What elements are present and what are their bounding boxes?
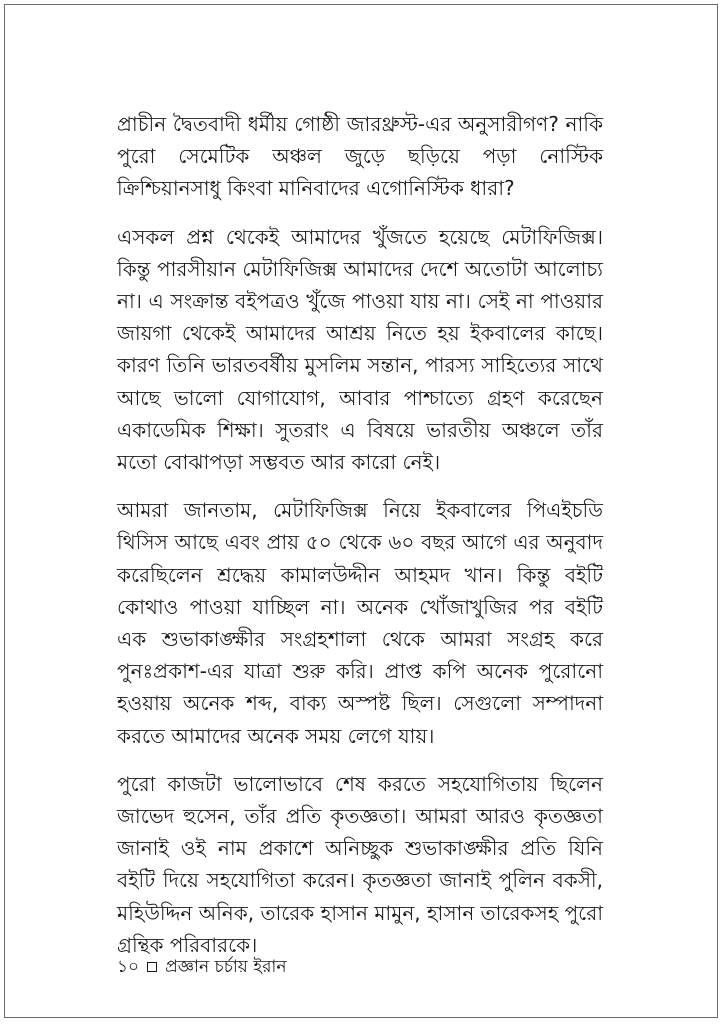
running-book-title: প্রজ্ঞান চর্চায় ইরান [165, 957, 287, 977]
paragraph-1: প্রাচীন দ্বৈতবাদী ধর্মীয় গোষ্ঠী জারথ্রুস্ট-এর অনুসারীগণ? নাকি পুরো সেমেটিক অঞ্চল জুড়ে ছড়িয়ে পড়া নোস্টিক ক্রিশ্চিয়ানসাধু কিংবা মানিবাদের এগোনিস্টিক ধারা? [117, 112, 603, 201]
page-body [117, 108, 603, 961]
square-outline-icon [147, 962, 157, 972]
paragraph-3: আমরা জানতাম, মেটাফিজিক্স নিয়ে ইকবালের পিএইচডি থিসিস আছে এবং প্রায় ৫০ থেকে ৬০ বছর আগে এর অনুবাদ করেছিলেন শ্রদ্ধেয় কামালউদ্দীন আহমদ খান। কিন্তু বইটি কোথাও পাওয়া যাচ্ছিল না। অনেক খোঁজাখুজির পর বইটি এক শুভাকাঙ্ক্ষীর সংগ্রহশালা থেকে আমরা সংগ্রহ করে পুনঃপ্রকাশ-এর যাত্রা শুরু করি। প্রাপ্ত কপি অনেক পুরোনো হওয়ায় অনেক শব্দ, বাক্য অস্পষ্ট ছিল। সেগুলো সম্পাদনা করতে আমাদের অনেক সময় লেগে যায়। [117, 498, 603, 748]
page-number: ১০ [117, 957, 140, 977]
paragraph-4: পুরো কাজটা ভালোভাবে শেষ করতে সহযোগিতায় ছিলেন জাভেদ হুসেন, তাঁর প্রতি কৃতজ্ঞতা। আমরা আরও কৃতজ্ঞতা জানাই ওই নাম প্রকাশে অনিচ্ছুক শুভাকাঙ্ক্ষীর প্রতি যিনি বইটি দিয়ে সহযোগিতা করেন। কৃতজ্ঞতা জানাই পুলিন বকসী, মহিউদ্দিন অনিক, তারেক হাসান মামুন, হাসান তারেকসহ পুরো গ্রন্থিক পরিবারকে। [117, 771, 603, 957]
paragraph-2: এসকল প্রশ্ন থেকেই আমাদের খুঁজতে হয়েছে মেটাফিজিক্স। কিন্তু পারসীয়ান মেটাফিজিক্স আমাদের দেশে অতোটা আলোচ্য না। এ সংক্রান্ত বইপত্রও খুঁজে পাওয়া যায় না। সেই না পাওয়ার জায়গা থেকেই আমাদের আশ্রয় নিতে হয় ইকবালের কাছে। কারণ তিনি ভারতবর্ষীয় মুসলিম সন্তান, পারস্য সাহিত্যের সাথে আছে ভালো যোগাযোগ, আবার পাশ্চাত্যে গ্রহণ করেছেন একাডেমিক শিক্ষা। সুতরাং এ বিষয়ে ভারতীয় অঞ্চলে তাঁর মতো বোঝাপড়া সম্ভবত আর কারো নেই। [117, 224, 603, 475]
page-footer [117, 954, 603, 980]
